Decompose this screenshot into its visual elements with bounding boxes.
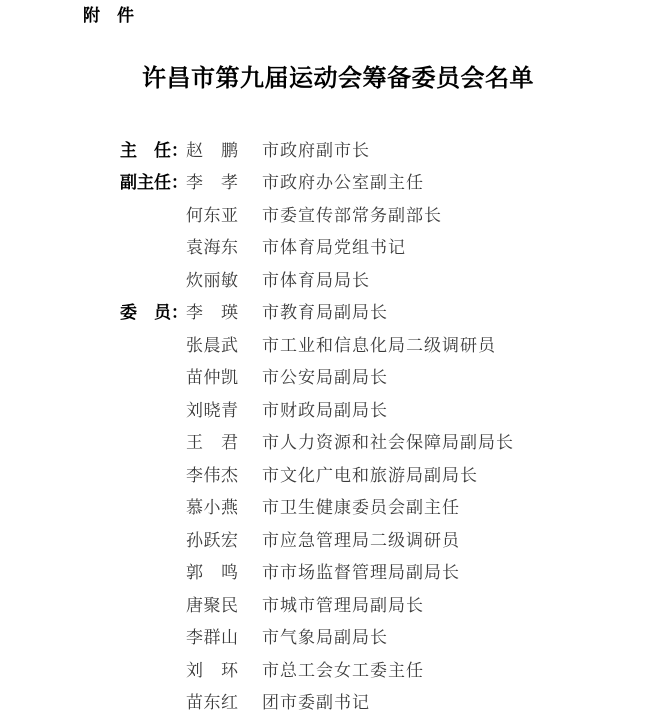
member-row [120,230,514,263]
member-row [120,652,514,685]
member-name: 李 瑛 [186,303,239,323]
member-row [120,522,514,555]
member-role: 主 任： [120,140,188,160]
page-title: 许昌市第九届运动会筹备委员会名单 [142,66,534,92]
attachment-label: 附 件 [83,6,134,25]
member-name: 刘晓青 [186,400,239,420]
member-row [120,132,514,165]
member-name: 郭 鸣 [186,563,239,583]
member-row [120,327,514,360]
member-name: 苗仲凯 [186,368,239,388]
member-row [120,490,514,523]
member-title: 市应急管理局二级调研员 [262,530,460,550]
member-row [120,457,514,490]
member-name: 何东亚 [186,205,239,225]
member-row [120,360,514,393]
member-name: 袁海东 [186,238,239,258]
member-name: 炊丽敏 [186,270,239,290]
member-title: 团市委副书记 [262,693,370,713]
member-title: 市委宣传部常务副部长 [262,205,442,225]
member-row [120,295,514,328]
member-title: 市政府办公室副主任 [262,173,424,193]
member-name: 李伟杰 [186,465,239,485]
member-name: 张晨武 [186,335,239,355]
member-title: 市体育局党组书记 [262,238,406,258]
member-name: 唐聚民 [186,595,239,615]
member-title: 市政府副市长 [262,140,370,160]
member-title: 市城市管理局副局长 [262,595,424,615]
member-name: 王 君 [186,433,239,453]
member-name: 刘 环 [186,660,239,680]
member-title: 市体育局局长 [262,270,370,290]
member-title: 市气象局副局长 [262,628,388,648]
member-name: 李 孝 [186,173,239,193]
member-row [120,262,514,295]
member-name: 苗东红 [186,693,239,713]
member-title: 市财政局副局长 [262,400,388,420]
member-title: 市工业和信息化局二级调研员 [262,335,496,355]
member-name: 孙跃宏 [186,530,239,550]
member-title: 市卫生健康委员会副主任 [262,498,460,518]
member-row [120,197,514,230]
member-row [120,392,514,425]
member-role: 委 员： [120,303,188,323]
member-row [120,587,514,620]
member-title: 市文化广电和旅游局副局长 [262,465,478,485]
member-name: 李群山 [186,628,239,648]
member-title: 市总工会女工委主任 [262,660,424,680]
member-title: 市教育局副局长 [262,303,388,323]
member-title: 市市场监督管理局副局长 [262,563,460,583]
member-row [120,685,514,718]
member-row [120,165,514,198]
member-title: 市人力资源和社会保障局副局长 [262,433,514,453]
member-name: 赵 鹏 [186,140,239,160]
member-name: 慕小燕 [186,498,239,518]
member-list [120,132,514,717]
member-title: 市公安局副局长 [262,368,388,388]
member-row [120,555,514,588]
member-row [120,620,514,653]
member-row [120,425,514,458]
member-role: 副主任： [120,173,188,193]
